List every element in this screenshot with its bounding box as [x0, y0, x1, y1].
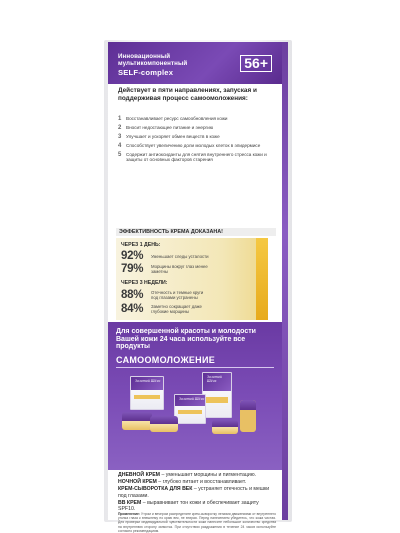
benefits-list — [118, 116, 274, 165]
gold-accent — [256, 238, 268, 320]
list-item: 3 Улучшает и ускоряет обмен веществ в коже — [118, 134, 220, 140]
cream-jar — [122, 412, 152, 430]
stat-row: 79% Морщины вокруг глаз менее заметны — [121, 263, 208, 275]
week-label: ЧЕРЕЗ 3 НЕДЕЛИ: — [121, 280, 168, 286]
cream-jar — [212, 420, 238, 434]
day-label: ЧЕРЕЗ 1 ДЕНЬ: — [121, 242, 161, 248]
efficacy-panel — [116, 238, 268, 320]
product-box-side — [108, 42, 288, 533]
list-item: 2 Вносит недостающее питание и энергию — [118, 125, 214, 131]
routine-text: Для совершенной красоты и молодости Вашей кожи 24 часа используйте все продукты — [116, 328, 256, 351]
product-lineup-image — [118, 370, 274, 462]
box-side-strip — [282, 42, 288, 520]
description-item: BB КРЕМ – выравнивает тон кожи и обеспечивает защиту SPF10. — [118, 499, 259, 513]
list-item: 4 Способствует увеличению доли молодых клеток в эпидермисе — [118, 143, 261, 149]
header-complex: SELF-complex — [118, 68, 174, 77]
product-box: Золотой Шёлк — [174, 394, 206, 424]
application-text: Применение: Утром и вечером распределите крем-сыворотку легкими движениями от внутреннего уголка глаза к внешнему по краю век, не втирая. Перед нанесением убедитесь, что кожа чистая. Для проверки индивидуальной чувствительности кожи нанесите небольшое количество средства на внутреннюю сторону запястья. При отсутствии раздражения в течение 24 часов используйте согласно рекомендациям. — [118, 512, 276, 533]
cream-jar — [150, 416, 178, 432]
header-banner — [108, 42, 282, 84]
product-box: Золотой Шёлк — [202, 372, 232, 418]
stat-row: 84% Заметно сокращает даже глубокие морщины — [121, 303, 202, 315]
list-item: 1 Восстанавливает ресурс самообновления кожи — [118, 116, 228, 122]
efficacy-heading: ЭФФЕКТИВНОСТЬ КРЕМА ДОКАЗАНА! — [116, 228, 276, 236]
stat-row: 92% Уменьшает следы усталости — [121, 250, 209, 262]
age-badge: 56+ — [240, 55, 272, 72]
description-item: КРЕМ-СЫВОРОТКА ДЛЯ ВЕК – устраняет отечность и мешки под глазами. — [118, 486, 270, 499]
routine-title: САМООМОЛОЖЕНИЕ — [116, 355, 215, 365]
description-item: ДНЕВНОЙ КРЕМ – уменьшает морщины и пигментацию. — [118, 472, 257, 478]
header-tagline: Инновационный мультикомпонентный — [118, 53, 188, 67]
cream-tube — [240, 400, 256, 432]
stat-row: 88% Отечность и темные круги под глазами устранены — [121, 289, 204, 301]
list-item: 5 Содержит антиоксиданты для снятия внутреннего стресса кожи и защиты от основных факторов старения — [118, 152, 267, 163]
product-descriptions — [118, 472, 276, 513]
divider — [116, 367, 274, 368]
intro-text: Действует в пяти направлениях, запуская и поддерживая процесс самоомоложения: — [118, 87, 257, 102]
product-box: Золотой Шёлк — [130, 376, 164, 410]
description-item: НОЧНОЙ КРЕМ – глубоко питает и восстанавливает. — [118, 479, 247, 486]
routine-panel — [108, 322, 282, 470]
